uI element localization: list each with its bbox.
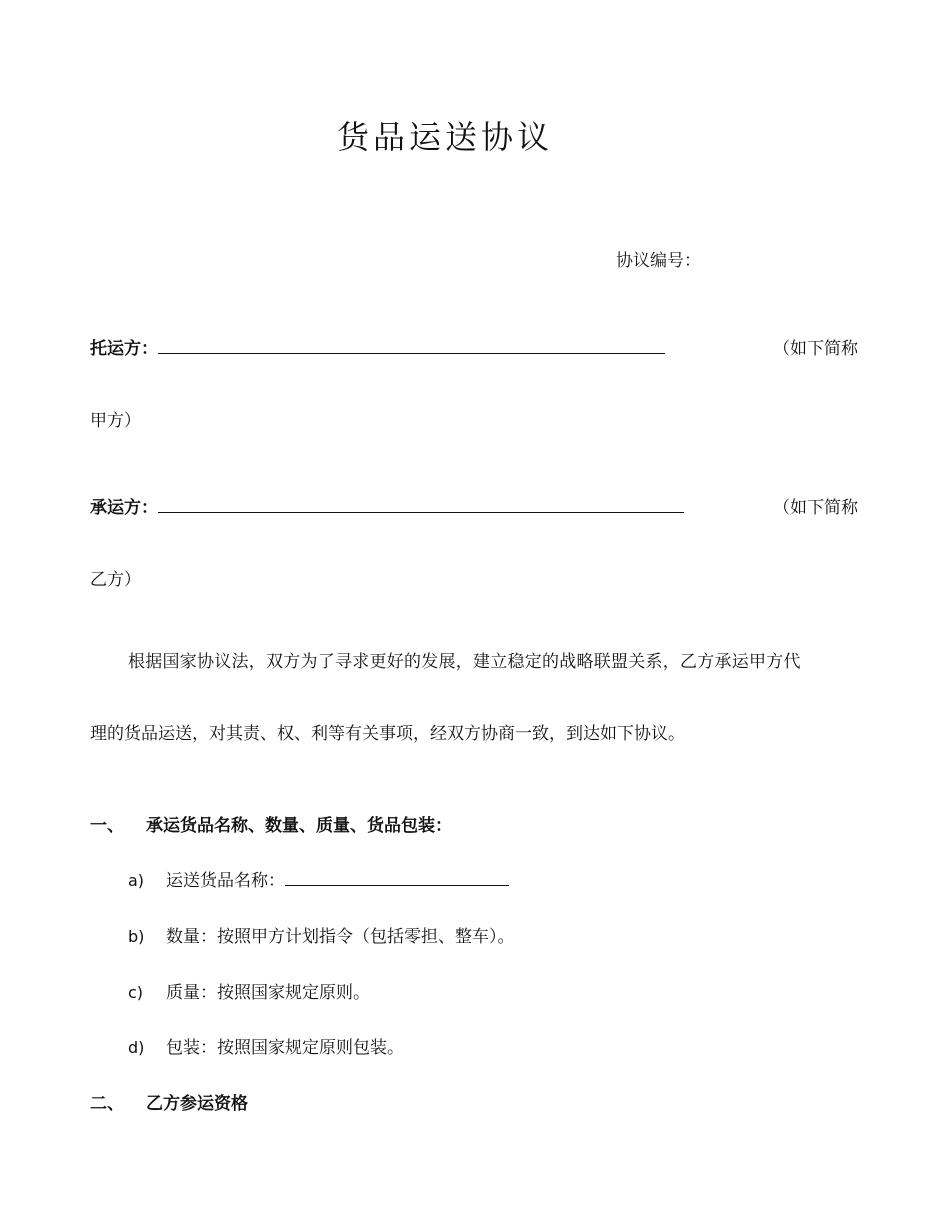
carrier-row xyxy=(90,493,684,518)
document-title: 货品运送协议 xyxy=(336,118,553,156)
list-item-text: 质量：按照国家规定原则。 xyxy=(166,983,370,1003)
list-item xyxy=(128,1033,404,1058)
list-item-letter: c) xyxy=(128,983,144,1002)
section-2-number: 二、 xyxy=(90,1094,124,1114)
section-1-number: 一、 xyxy=(90,816,124,836)
list-item-letter: b) xyxy=(128,927,145,946)
section-2-heading xyxy=(90,1089,248,1114)
preamble-line-2: 理的货品运送，对其责、权、利等有关事项，经双方协商一致，到达如下协议。 xyxy=(90,724,685,744)
section-1-title: 承运货品名称、数量、质量、货品包装： xyxy=(146,816,452,836)
list-item xyxy=(128,978,370,1003)
carrier-note-part1: （如下简称 xyxy=(773,498,858,518)
agreement-number-label: 协议编号： xyxy=(616,251,701,271)
carrier-fill-line[interactable] xyxy=(158,494,684,513)
list-item xyxy=(128,922,515,947)
list-item-letter: a) xyxy=(128,871,145,890)
section-2-title: 乙方参运资格 xyxy=(146,1094,248,1114)
section-1-heading xyxy=(90,811,452,836)
list-item xyxy=(128,866,509,891)
list-item-text: 包装：按照国家规定原则包装。 xyxy=(166,1038,404,1058)
shipper-label: 托运方： xyxy=(90,339,158,359)
carrier-note-part2: 乙方） xyxy=(90,570,141,590)
shipper-note-part2: 甲方） xyxy=(90,411,141,431)
list-item-letter: d) xyxy=(128,1038,145,1057)
carrier-label: 承运方： xyxy=(90,498,158,518)
preamble-line-1: 根据国家协议法，双方为了寻求更好的发展，建立稳定的战略联盟关系，乙方承运甲方代 xyxy=(128,652,801,672)
list-item-text: 数量：按照甲方计划指令（包括零担、整车）。 xyxy=(166,927,515,947)
goods-name-fill-line[interactable] xyxy=(285,867,509,886)
shipper-fill-line[interactable] xyxy=(158,335,665,354)
shipper-note-part1: （如下简称 xyxy=(773,339,858,359)
shipper-row xyxy=(90,334,665,359)
list-item-text: 运送货品名称： xyxy=(166,871,285,891)
